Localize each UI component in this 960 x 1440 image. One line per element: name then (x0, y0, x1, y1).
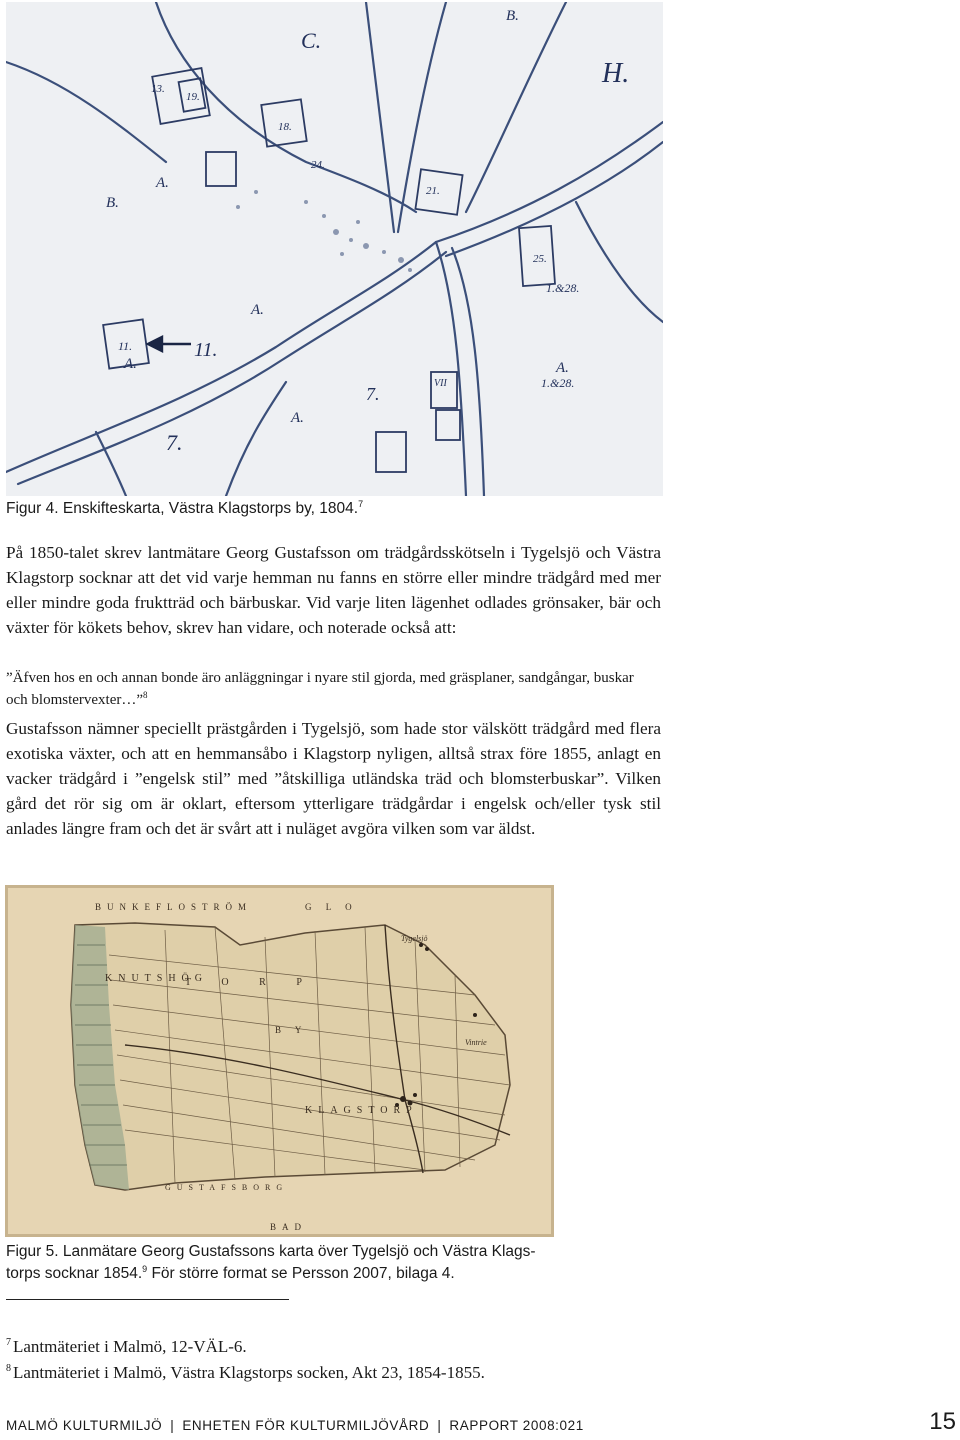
svg-text:VII: VII (434, 378, 447, 389)
svg-text:11.: 11. (118, 339, 133, 353)
svg-text:A.: A. (251, 302, 264, 318)
svg-text:7.: 7. (366, 384, 380, 404)
figure5-map-image (5, 885, 554, 1237)
footer-report: RAPPORT 2008:021 (449, 1418, 584, 1433)
figure4-caption (6, 498, 363, 520)
svg-text:Vintrie: Vintrie (465, 1038, 487, 1047)
svg-text:C.: C. (301, 28, 322, 53)
figure5-caption-text: Figur 5. Lanmätare Georg Gustafssons karta över Tygelsjö och Västra Klags-torps socknar 1854. (6, 1243, 536, 1282)
block-quote (6, 667, 656, 711)
footer-publisher: MALMÖ KULTURMILJÖ (6, 1418, 163, 1433)
svg-text:G L O: G L O (305, 902, 358, 912)
svg-text:24.: 24. (311, 159, 325, 171)
svg-text:A.: A. (291, 410, 304, 426)
svg-text:B Y: B Y (275, 1025, 308, 1035)
paragraph-gustafsson: Gustafsson nämner speciellt prästgården i Tygelsjö, som hade stor välskött trädgård med flera exotiska växter, och att en hemmansåbo i Klagstorp nyligen, alltså strax före 1855, anlagt en vacker trädgård i ”engelsk stil” med ”åtskilliga utländska träd och blomsterbuskar”. Vilken gård det rör sig om är oklart, eftersom ytterligare trädgårdar i engelsk och/eller tysk stil anlades längre fram och det är svårt att i nuläget avgöra vilken som var äldst. (6, 719, 661, 838)
svg-text:B.: B. (106, 195, 119, 211)
figure4-map-image (6, 2, 663, 496)
svg-text:18.: 18. (278, 121, 292, 133)
svg-text:1.&28.: 1.&28. (541, 376, 575, 390)
footnote-divider (6, 1299, 289, 1300)
svg-text:BAD: BAD (270, 1222, 308, 1232)
quote-text: ”Äfven hos en och annan bonde äro anläggningar i nyare stil gjorda, med gräsplaner, sandgångar, buskar och blomstervexter…” (6, 670, 634, 708)
page-number: 15 (929, 1408, 956, 1435)
footer-separator: | (437, 1418, 442, 1433)
svg-text:13.: 13. (151, 83, 165, 95)
svg-text:Tygelsjö: Tygelsjö (401, 934, 428, 943)
footnote-8 (6, 1362, 485, 1384)
svg-text:A.: A. (124, 356, 137, 372)
paragraph-intro: På 1850-talet skrev lantmätare Georg Gustafsson om trädgårdsskötseln i Tygelsjö och Västra Klagstorp socknar att det vid varje hemman nu fanns en större eller mindre trädgård med mer eller mindre goda fruktträd och bärbuskar. Vid varje liten lägenhet odlades grönsaker, bär och växter för kökets behov, skrev han vidare, och noterade också att: (6, 543, 661, 637)
svg-text:GUSTAFSBORG: GUSTAFSBORG (165, 1183, 289, 1192)
svg-text:25.: 25. (533, 253, 547, 265)
svg-text:7.: 7. (166, 430, 183, 455)
footer-separator: | (170, 1418, 175, 1433)
svg-text:KLAGSTORP: KLAGSTORP (305, 1105, 418, 1116)
svg-text:A.: A. (156, 175, 169, 191)
svg-text:BUNKEFLOSTRÖM: BUNKEFLOSTRÖM (95, 902, 253, 912)
footer-department: ENHETEN FÖR KULTURMILJÖVÅRD (182, 1418, 430, 1433)
svg-text:T O R P: T O R P (185, 977, 316, 988)
svg-text:19.: 19. (186, 91, 200, 103)
svg-text:KNUTSHÖG: KNUTSHÖG (105, 973, 208, 984)
figure5-caption (6, 1241, 562, 1285)
svg-text:B.: B. (506, 8, 519, 24)
figure4-caption-text: Figur 4. Enskifteskarta, Västra Klagstorps by, 1804. (6, 500, 359, 517)
footnote-ref-9: 9 (142, 1263, 148, 1274)
footnote-7 (6, 1336, 247, 1358)
footnote-text: Lantmäteriet i Malmö, Västra Klagstorps socken, Akt 23, 1854-1855. (13, 1363, 485, 1382)
page-footer (6, 1418, 584, 1433)
svg-text:21.: 21. (426, 185, 440, 197)
figure5-caption-text-2: För större format se Persson 2007, bilaga 4. (147, 1265, 455, 1282)
footnote-number: 7 (6, 1337, 11, 1349)
footnote-number: 8 (6, 1363, 11, 1375)
footnote-ref-8: 8 (143, 690, 148, 700)
footnote-ref-7: 7 (358, 498, 364, 509)
svg-text:A.: A. (556, 360, 569, 376)
svg-text:1.&28.: 1.&28. (546, 281, 580, 295)
svg-text:H.: H. (602, 58, 630, 89)
footnote-text: Lantmäteriet i Malmö, 12-VÄL-6. (13, 1337, 247, 1356)
svg-text:11.: 11. (194, 339, 218, 361)
